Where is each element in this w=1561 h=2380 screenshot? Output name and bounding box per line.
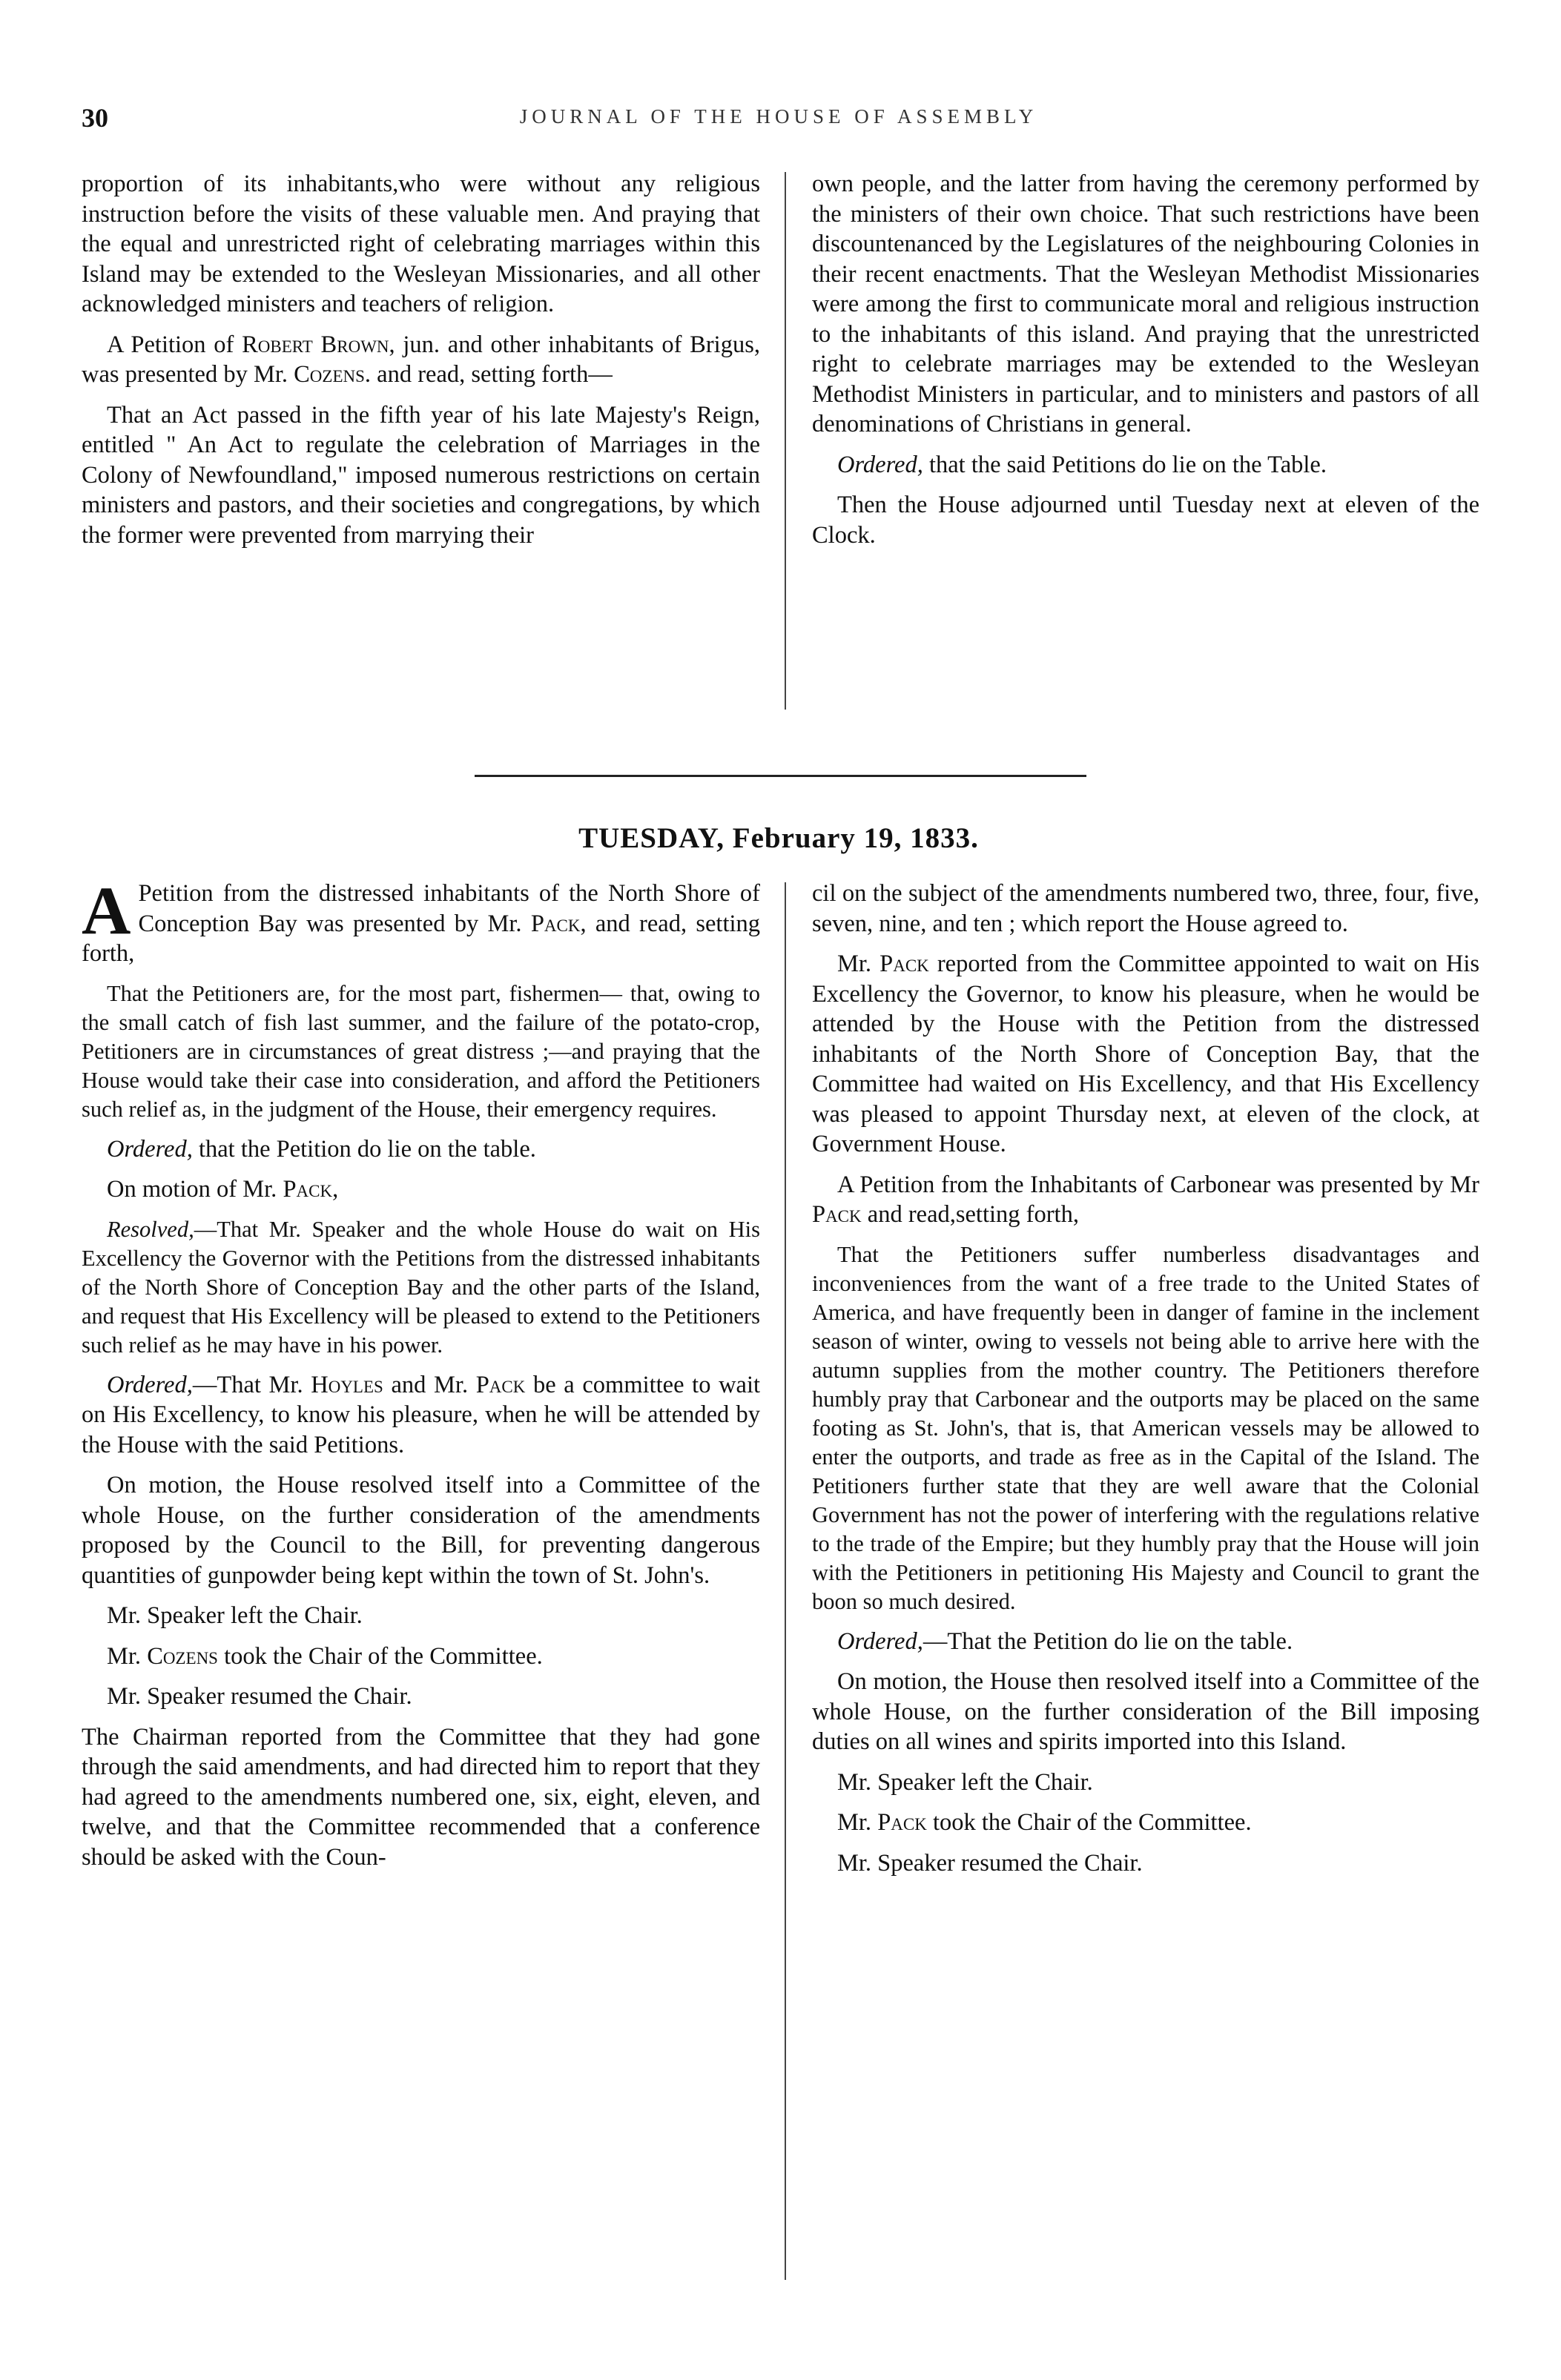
paragraph: Ordered, that the Petition do lie on the table.	[107, 1135, 536, 1163]
paragraph: That an Act passed in the fifth year of his late Majesty's Reign, entitled " An Act to regulate the celebration of Marriages in the Colony of Newfoundland," imposed numerous restrictions on certain ministers and pastors, and their societies and congregations, by which the former were prevented from marrying their	[82, 401, 760, 549]
running-title: JOURNAL OF THE HOUSE OF ASSEMBLY	[519, 105, 1038, 128]
paragraph: That the Petitioners are, for the most part, fishermen— that, owing to the small catch of fish last summer, and the failure of the potato-crop, Petitioners are in circumstances of great distress ;—and praying that the House would take their case into consideration, and afford the Petitioners such relief as, in the judgment of the House, their emergency requires.	[82, 980, 760, 1122]
bottom-right-column	[812, 879, 1479, 1888]
date-heading: TUESDAY, February 19, 1833.	[578, 822, 979, 854]
top-right-column	[812, 169, 1479, 561]
paragraph: The Chairman reported from the Committee that they had gone through the said amendments, and had directed him to report that they had agreed to the amendments numbered one, six, eight, eleven, and twelve, and that the Committee recommended that a conference should be asked with the Coun-	[82, 1723, 760, 1871]
paragraph: cil on the subject of the amendments numbered two, three, four, five, seven, nine, and ten ; which report the House agreed to.	[812, 880, 1479, 937]
person-name: Pack,	[283, 1176, 339, 1203]
person-name: Pack	[812, 1201, 862, 1228]
section-divider	[475, 775, 1086, 777]
column-divider	[785, 172, 786, 710]
paragraph: Mr. Speaker left the Chair.	[837, 1768, 1093, 1796]
paragraph: Resolved,—That Mr. Speaker and the whole House do wait on His Excellency the Governor with the Petitions from the distressed inhabitants of the North Shore of Conception Bay and the other parts of the Island, and request that His Excellency will be pleased to extend to the Petitioners such relief as he may have in his power.	[82, 1216, 760, 1358]
drop-cap: A	[82, 873, 131, 948]
paragraph: Then the House adjourned until Tuesday next at eleven of the Clock.	[812, 492, 1479, 549]
person-name: Cozens.	[294, 361, 372, 388]
paragraph: Ordered,—That the Petition do lie on the table.	[837, 1627, 1293, 1655]
person-name: Pack	[879, 951, 929, 977]
paragraph: Ordered,—That Mr. Hoyles and Mr. Pack be a committee to wait on His Excellency, to know his pleasure, when he will be attended by the House with the said Petitions.	[82, 1371, 761, 1458]
paragraph: A Petition from the Inhabitants of Carbonear was presented by Mr Pack and read,setting forth,	[812, 1171, 1479, 1228]
paragraph: Mr. Cozens took the Chair of the Committee.	[107, 1642, 543, 1670]
paragraph: On motion, the House then resolved itself into a Committee of the whole House, on the further consideration of the Bill imposing duties on all wines and spirits imported into this Island.	[812, 1668, 1479, 1755]
person-name: Cozens	[147, 1642, 218, 1670]
paragraph: On motion of Mr. Pack,	[107, 1176, 339, 1203]
paragraph: Mr. Speaker resumed the Chair.	[107, 1683, 412, 1710]
paragraph: On motion, the House resolved itself into a Committee of the whole House, on the further consideration of the amendments proposed by the Council to the Bill, for preventing dangerous quantities of gunpowder being kept within the town of St. John's.	[82, 1472, 760, 1589]
top-left-column	[82, 169, 760, 561]
column-divider	[785, 882, 786, 2280]
paragraph: proportion of its inhabitants,who were without any religious instruction before the visits of these valuable men. And praying that the equal and unrestricted right of celebrating marriages within this Island may be extended to the Wesleyan Missionaries, and all other acknowledged ministers and teachers of religion.	[82, 171, 760, 317]
paragraph: own people, and the latter from having the ceremony performed by the ministers of their own choice. That such restrictions have been discountenanced by the Legislatures of the neighbouring Colonies in their recent enactments. That the Wesleyan Methodist Missionaries were among the first to communicate moral and religious instruction to the inhabitants of this island. And praying that the unrestricted right to celebrate marriages may be extended to the Wesleyan Methodist Ministers in particular, and to ministers and pastors of all denominations of Christians in general.	[812, 171, 1479, 437]
person-name: Pack	[475, 1371, 526, 1398]
person-name: Pack,	[530, 910, 587, 937]
paragraph: That the Petitioners suffer numberless disadvantages and inconveniences from the want of a free trade to the United States of America, and have frequently been in danger of famine in the inclement season of winter, owing to vessels not being able to arrive here with the autumn supplies from the mother country. The Petitioners therefore humbly pray that Carbonear and the outports may be placed on the same footing as St. John's, that is, that American vessels may be allowed to enter the outports, and trade as free as in the Capital of the Island. The Petitioners further state that they are well aware that the Colonial Government has not the power of interfering with the regulations relative to the trade of the Empire; but they humbly pray that the House will join with the Petitioners in petitioning His Majesty and Council to grant the boon so much desired.	[812, 1241, 1479, 1614]
paragraph: A Petition of Robert Brown, jun. and other inhabitants of Brigus, was presented by Mr. Cozens. and read, setting forth—	[82, 331, 760, 388]
person-name: Robert Brown,	[242, 331, 395, 358]
paragraph: Mr. Speaker left the Chair.	[107, 1602, 363, 1629]
paragraph: Mr. Pack reported from the Committee appointed to wait on His Excellency the Governor, to know his pleasure, when he would be attended by the House with the Petition from the distressed inhabitants of the North Shore of Conception Bay, that the Committee had waited on His Excellency, and that His Excellency was pleased to appoint Thursday next, at eleven of the clock, at Government House.	[812, 951, 1480, 1157]
person-name: Hoyles	[311, 1371, 383, 1398]
paragraph: A Petition from the distressed inhabitants of the North Shore of Conception Bay was presented by Mr. Pack, and read, setting forth,	[82, 873, 761, 967]
bottom-left-column	[82, 873, 761, 1882]
paragraph: Ordered, that the said Petitions do lie on the Table.	[837, 451, 1327, 478]
paragraph: Mr. Speaker resumed the Chair.	[837, 1849, 1143, 1877]
paragraph: Mr. Pack took the Chair of the Committee.	[837, 1809, 1252, 1836]
page-number: 30	[82, 103, 108, 133]
page-header	[82, 102, 1476, 139]
person-name: Pack	[877, 1809, 927, 1836]
